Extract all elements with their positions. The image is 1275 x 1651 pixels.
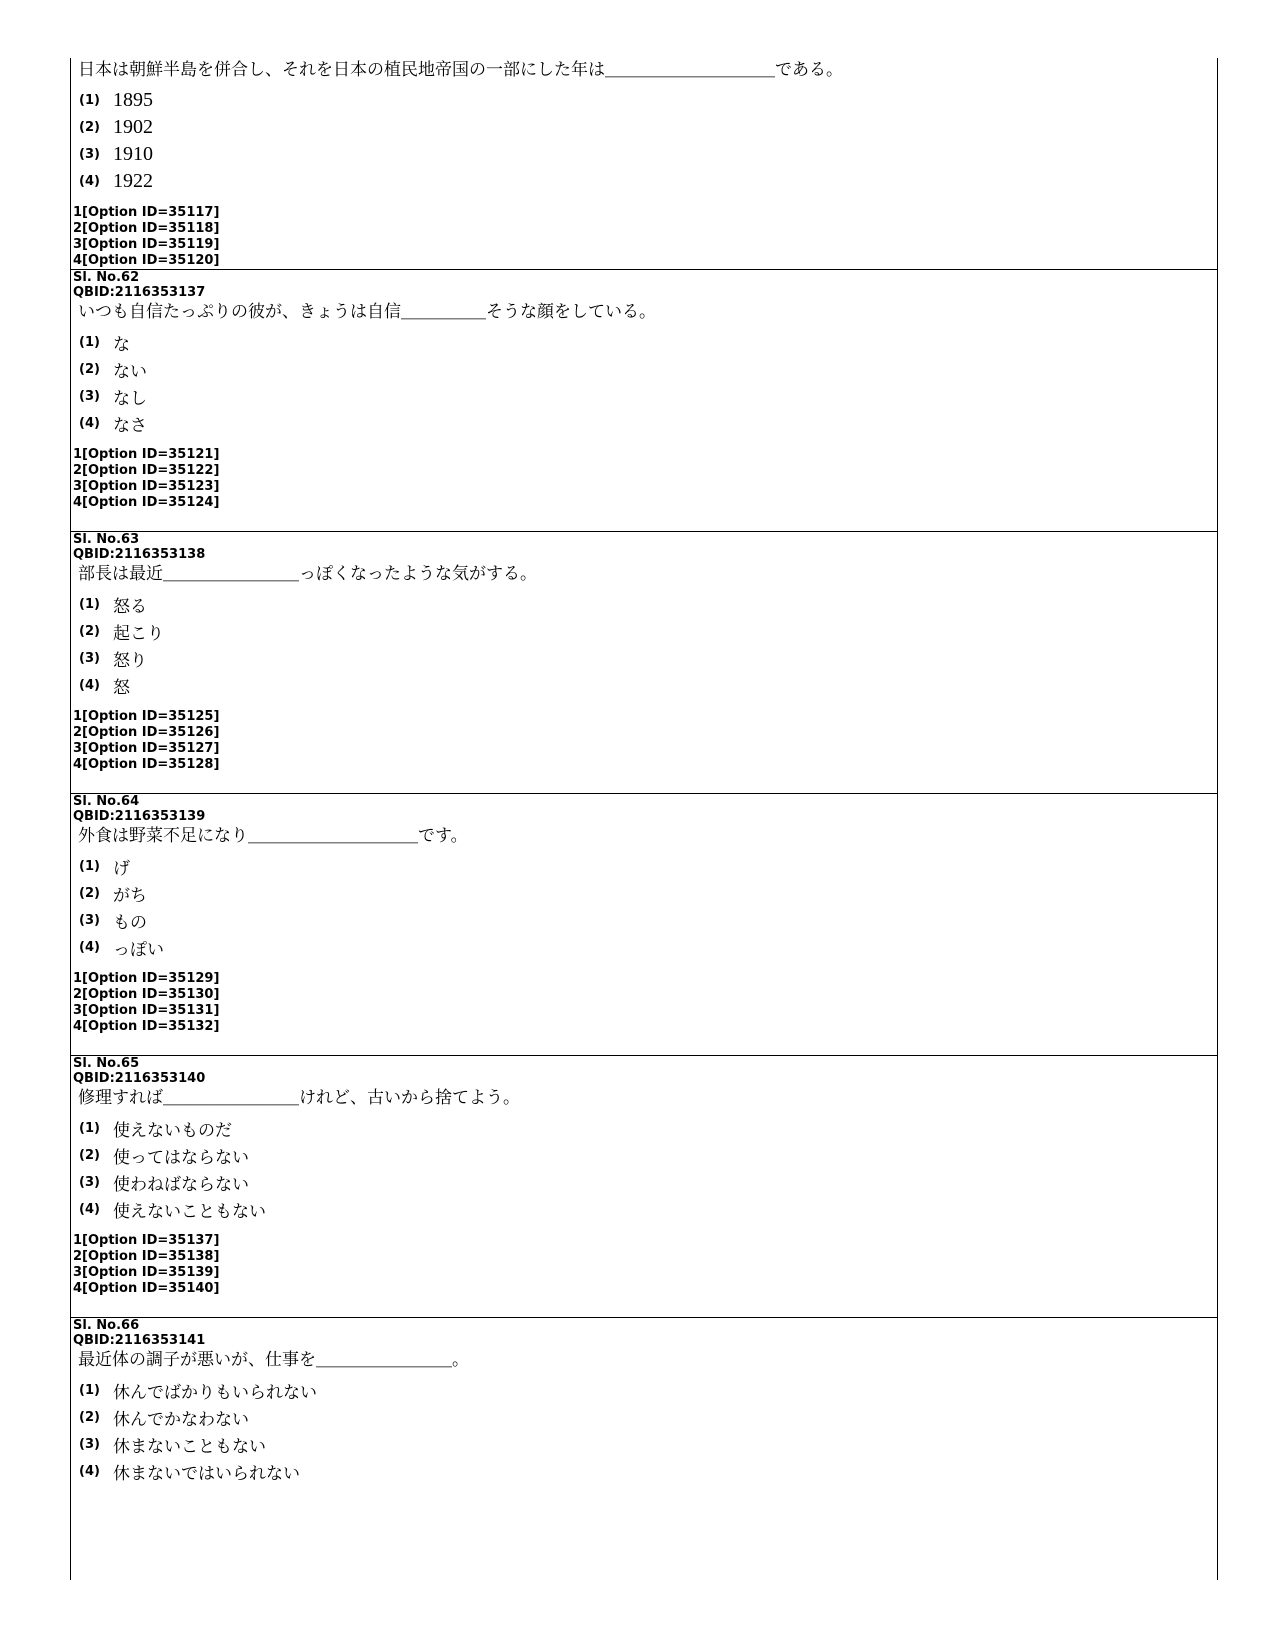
option-text: 使えないこともない xyxy=(113,1202,266,1222)
option-id-list xyxy=(71,709,1217,773)
option-id: 3[Option ID=35123] xyxy=(73,479,220,494)
option-1 xyxy=(71,591,1217,618)
option-3 xyxy=(71,383,1217,410)
question-block-65 xyxy=(71,1055,1217,1317)
option-number: (4) xyxy=(79,678,100,693)
option-2 xyxy=(71,880,1217,907)
option-id-list xyxy=(71,447,1217,511)
option-id: 4[Option ID=35124] xyxy=(73,495,220,510)
option-id: 3[Option ID=35127] xyxy=(73,741,220,756)
question-block-63 xyxy=(71,531,1217,793)
qbid: QBID:2116353141 xyxy=(73,1333,206,1348)
qbid: QBID:2116353139 xyxy=(73,809,206,824)
option-id: 1[Option ID=35129] xyxy=(73,971,220,986)
qbid: QBID:2116353137 xyxy=(73,285,206,300)
option-number: (3) xyxy=(79,147,100,162)
option-number: (2) xyxy=(79,1148,100,1163)
option-id: 3[Option ID=35119] xyxy=(73,237,220,252)
option-1 xyxy=(71,853,1217,880)
option-3 xyxy=(71,1169,1217,1196)
option-id: 4[Option ID=35140] xyxy=(73,1281,220,1296)
serial-number: Sl. No.64 xyxy=(73,794,140,809)
serial-number: Sl. No.66 xyxy=(73,1318,140,1333)
option-id: 4[Option ID=35132] xyxy=(73,1019,220,1034)
option-id: 1[Option ID=35125] xyxy=(73,709,220,724)
option-number: (4) xyxy=(79,1202,100,1217)
option-text: 休まないこともない xyxy=(113,1437,266,1457)
option-number: (4) xyxy=(79,1464,100,1479)
option-id: 2[Option ID=35122] xyxy=(73,463,220,478)
question-block-61 xyxy=(71,58,1217,269)
question-text: 最近体の調子が悪いが、仕事を＿＿＿＿＿＿＿＿。 xyxy=(78,1350,469,1370)
question-block-64 xyxy=(71,793,1217,1055)
option-3 xyxy=(71,141,1217,168)
option-number: (1) xyxy=(79,1383,100,1398)
question-text: 外食は野菜不足になり＿＿＿＿＿＿＿＿＿＿です。 xyxy=(78,826,468,846)
option-number: (3) xyxy=(79,651,100,666)
option-id: 2[Option ID=35126] xyxy=(73,725,220,740)
option-1 xyxy=(71,1377,1217,1404)
option-text: 怒り xyxy=(113,651,147,671)
option-id: 4[Option ID=35120] xyxy=(73,253,220,268)
option-number: (3) xyxy=(79,1437,100,1452)
option-number: (3) xyxy=(79,389,100,404)
option-number: (4) xyxy=(79,174,100,189)
option-number: (4) xyxy=(79,416,100,431)
option-text: 起こり xyxy=(113,624,164,644)
qbid: QBID:2116353138 xyxy=(73,547,206,562)
option-id: 2[Option ID=35138] xyxy=(73,1249,220,1264)
question-text: 日本は朝鮮半島を併合し、それを日本の植民地帝国の一部にした年は＿＿＿＿＿＿＿＿＿＿である。 xyxy=(78,60,843,80)
option-3 xyxy=(71,1431,1217,1458)
option-text: がち xyxy=(113,886,147,906)
option-number: (1) xyxy=(79,335,100,350)
option-text: 使わねばならない xyxy=(113,1175,249,1195)
option-text: 休んでかなわない xyxy=(113,1410,249,1430)
option-2 xyxy=(71,1404,1217,1431)
option-text: もの xyxy=(113,913,147,933)
question-text: 修理すれば＿＿＿＿＿＿＿＿けれど、古いから捨てよう。 xyxy=(78,1088,520,1108)
option-number: (4) xyxy=(79,940,100,955)
option-text: 使ってはならない xyxy=(113,1148,249,1168)
option-id: 3[Option ID=35131] xyxy=(73,1003,220,1018)
qbid: QBID:2116353140 xyxy=(73,1071,206,1086)
option-number: (2) xyxy=(79,886,100,901)
option-number: (1) xyxy=(79,93,100,108)
option-4 xyxy=(71,1196,1217,1223)
question-text: 部長は最近＿＿＿＿＿＿＿＿っぽくなったような気がする。 xyxy=(78,564,537,584)
option-text: 1910 xyxy=(113,143,153,165)
option-text: なし xyxy=(113,389,147,409)
serial-number: Sl. No.63 xyxy=(73,532,140,547)
option-text: なさ xyxy=(113,416,147,436)
option-4 xyxy=(71,1458,1217,1485)
option-1 xyxy=(71,329,1217,356)
question-text: いつも自信たっぷりの彼が、きょうは自信＿＿＿＿＿そうな顔をしている。 xyxy=(78,302,656,322)
option-text: 1895 xyxy=(113,89,153,111)
option-number: (2) xyxy=(79,1410,100,1425)
option-text: な xyxy=(113,335,130,355)
option-id: 1[Option ID=35121] xyxy=(73,447,220,462)
option-text: 怒る xyxy=(113,597,147,617)
option-id: 2[Option ID=35118] xyxy=(73,221,220,236)
option-3 xyxy=(71,907,1217,934)
option-1 xyxy=(71,1115,1217,1142)
serial-number: Sl. No.65 xyxy=(73,1056,140,1071)
question-block-66 xyxy=(71,1317,1217,1580)
option-id-list xyxy=(71,1233,1217,1297)
option-number: (1) xyxy=(79,597,100,612)
option-id: 1[Option ID=35137] xyxy=(73,1233,220,1248)
option-number: (2) xyxy=(79,362,100,377)
option-number: (3) xyxy=(79,1175,100,1190)
option-4 xyxy=(71,410,1217,437)
option-2 xyxy=(71,356,1217,383)
option-4 xyxy=(71,672,1217,699)
option-text: ない xyxy=(113,362,147,382)
option-number: (1) xyxy=(79,1121,100,1136)
option-id: 1[Option ID=35117] xyxy=(73,205,220,220)
option-text: げ xyxy=(113,859,130,879)
option-text: 怒 xyxy=(113,678,130,698)
option-4 xyxy=(71,168,1217,195)
option-id: 4[Option ID=35128] xyxy=(73,757,220,772)
option-id-list xyxy=(71,971,1217,1035)
option-2 xyxy=(71,618,1217,645)
option-number: (3) xyxy=(79,913,100,928)
option-text: っぽい xyxy=(113,940,164,960)
option-id: 3[Option ID=35139] xyxy=(73,1265,220,1280)
option-text: 1922 xyxy=(113,170,153,192)
option-2 xyxy=(71,114,1217,141)
option-number: (2) xyxy=(79,120,100,135)
option-id-list xyxy=(71,205,1217,269)
option-id: 2[Option ID=35130] xyxy=(73,987,220,1002)
question-block-62 xyxy=(71,269,1217,531)
option-number: (1) xyxy=(79,859,100,874)
option-text: 使えないものだ xyxy=(113,1121,232,1141)
option-number: (2) xyxy=(79,624,100,639)
option-text: 1902 xyxy=(113,116,153,138)
option-text: 休んでばかりもいられない xyxy=(113,1383,317,1403)
option-text: 休まないではいられない xyxy=(113,1464,300,1484)
option-1 xyxy=(71,87,1217,114)
serial-number: Sl. No.62 xyxy=(73,270,140,285)
option-4 xyxy=(71,934,1217,961)
question-sheet xyxy=(70,58,1218,1580)
option-2 xyxy=(71,1142,1217,1169)
option-3 xyxy=(71,645,1217,672)
